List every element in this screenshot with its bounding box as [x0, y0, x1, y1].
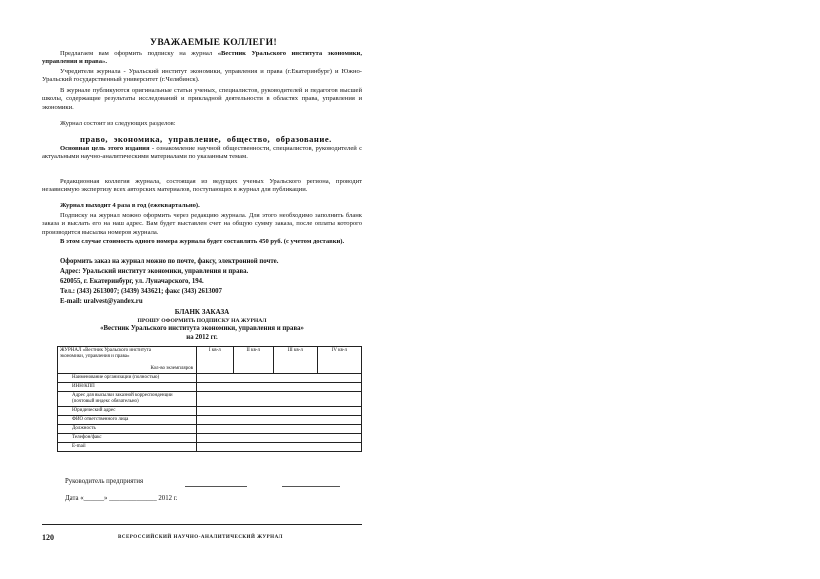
quarter-1-cell[interactable]: I кв-л	[197, 347, 234, 374]
form-journal: «Вестник Уральского института экономики, управления и права»	[100, 325, 304, 332]
mail-address-label: Адрес для высылки заказной корреспонденции (почтовый индекс обязательно)	[58, 392, 197, 407]
inn-input[interactable]	[197, 383, 362, 392]
form-field-row	[58, 383, 362, 392]
phone-line: Тел.: (343) 2613007; (3439) 343621; факс (343) 2613007	[60, 288, 222, 295]
form-field-row	[58, 407, 362, 416]
email-input[interactable]	[197, 443, 362, 452]
page-number: 120	[42, 533, 54, 542]
footer-journal-title: ВСЕРОССИЙСКИЙ НАУЧНО-АНАЛИТИЧЕСКИЙ ЖУРНАЛ	[118, 535, 283, 540]
legal-address-label: Юридический адрес	[58, 407, 197, 416]
founders-paragraph: Учредители журнала - Уральский институт экономики, управления и права (г.Екатеринбург) и Южно-Уральский государственный университет (г.Челябинск).	[42, 68, 362, 84]
frequency-paragraph: Журнал выходит 4 раза в год (ежеквартально).	[60, 202, 200, 209]
order-form-table	[57, 346, 362, 452]
date-field[interactable]: Дата «______» ______________ 2012 г.	[65, 495, 178, 502]
org-name-label: Наименование организации (полностью)	[58, 374, 197, 383]
quarter-4-cell[interactable]: IV кв-л	[317, 347, 361, 374]
subscription-paragraph: Подписку на журнал можно оформить через редакцию журнала. Для этого необходимо заполнить бланк заказа и выслать его на наш адрес. Вам будет выставлен счет на общую сумму заказа, после оплаты которого производится высылка номеров журнала.	[42, 212, 362, 236]
position-input[interactable]	[197, 425, 362, 434]
legal-address-input[interactable]	[197, 407, 362, 416]
form-field-row	[58, 374, 362, 383]
inn-label: ИНН/КПП	[58, 383, 197, 392]
form-field-row	[58, 416, 362, 425]
form-title: БЛАНК ЗАКАЗА	[174, 308, 230, 316]
page-title: УВАЖАЕМЫЕ КОЛЛЕГИ!	[150, 38, 278, 48]
qty-label: Кол-во экземпляров	[150, 366, 193, 371]
quarter-2-cell[interactable]: II кв-л	[233, 347, 273, 374]
sections-intro: Журнал состоит из следующих разделов:	[60, 120, 176, 127]
journal-name: «Вестник Уральского института экономики, управления и права».	[42, 50, 362, 66]
city-line: 620055, г. Екатеринбург, ул. Луначарского, 194.	[60, 278, 204, 285]
address-line: Адрес: Уральский институт экономики, управления и права.	[60, 268, 249, 275]
phone-fax-input[interactable]	[197, 434, 362, 443]
intro-paragraph	[42, 50, 362, 67]
journal-cell	[58, 347, 197, 374]
form-field-row	[58, 434, 362, 443]
signature-label: Руководитель предприятия	[65, 478, 144, 485]
form-header-row	[58, 347, 362, 374]
form-subtitle: ПРОШУ ОФОРМИТЬ ПОДПИСКУ НА ЖУРНАЛ	[137, 318, 267, 324]
contacts-block	[60, 257, 360, 307]
org-name-input[interactable]	[197, 374, 362, 383]
signature-name-line[interactable]	[282, 486, 340, 487]
form-field-row	[58, 392, 362, 407]
signature-line[interactable]	[185, 486, 247, 487]
mail-address-input[interactable]	[197, 392, 362, 407]
position-label: Должность	[58, 425, 197, 434]
editorial-paragraph: Редакционная коллегия журнала, состоящая из ведущих ученых Уральского региона, проводит независимую экспертизу всех авторских материалов, поступающих в журнал для публикации.	[42, 178, 362, 194]
journal-cell-text: ЖУРНАЛ «Вестник Уральского института экономики, управления и права»	[60, 348, 151, 359]
form-field-row	[58, 425, 362, 434]
content-paragraph: В журнале публикуются оригинальные статьи ученых, специалистов, руководителей и педагогов высшей школы, содержащие результаты исследований и прикладной деятельности в областях права, управления и экономики.	[42, 87, 362, 111]
sections-list: право, экономика, управление, общество, образование.	[80, 134, 332, 144]
email-line[interactable]: E-mail: uralvest@yandex.ru	[60, 298, 143, 305]
intro-text: Предлагаем вам оформить подписку на журнал	[60, 50, 218, 57]
form-year: на 2012 гг.	[186, 334, 218, 341]
goal-paragraph	[42, 145, 362, 162]
quarter-3-cell[interactable]: III кв-л	[273, 347, 317, 374]
order-methods: Оформить заказ на журнал можно по почте, факсу, электронной почте.	[60, 258, 279, 265]
email-label: E-mail	[58, 443, 197, 452]
price-paragraph: В этом случае стоимость одного номера журнала будет составлять 450 руб. (с учетом доставки).	[60, 238, 345, 245]
footer-divider	[42, 524, 362, 525]
goal-text: - ознакомление научной общественности, специалистов, руководителей с актуальными научно-аналитическими материалами по указанным темам.	[42, 145, 362, 161]
contact-person-label: ФИО ответственного лица	[58, 416, 197, 425]
form-field-row	[58, 443, 362, 452]
phone-fax-label: Телефон/факс	[58, 434, 197, 443]
contact-person-input[interactable]	[197, 416, 362, 425]
goal-label: Основная цель этого издания	[60, 145, 150, 152]
